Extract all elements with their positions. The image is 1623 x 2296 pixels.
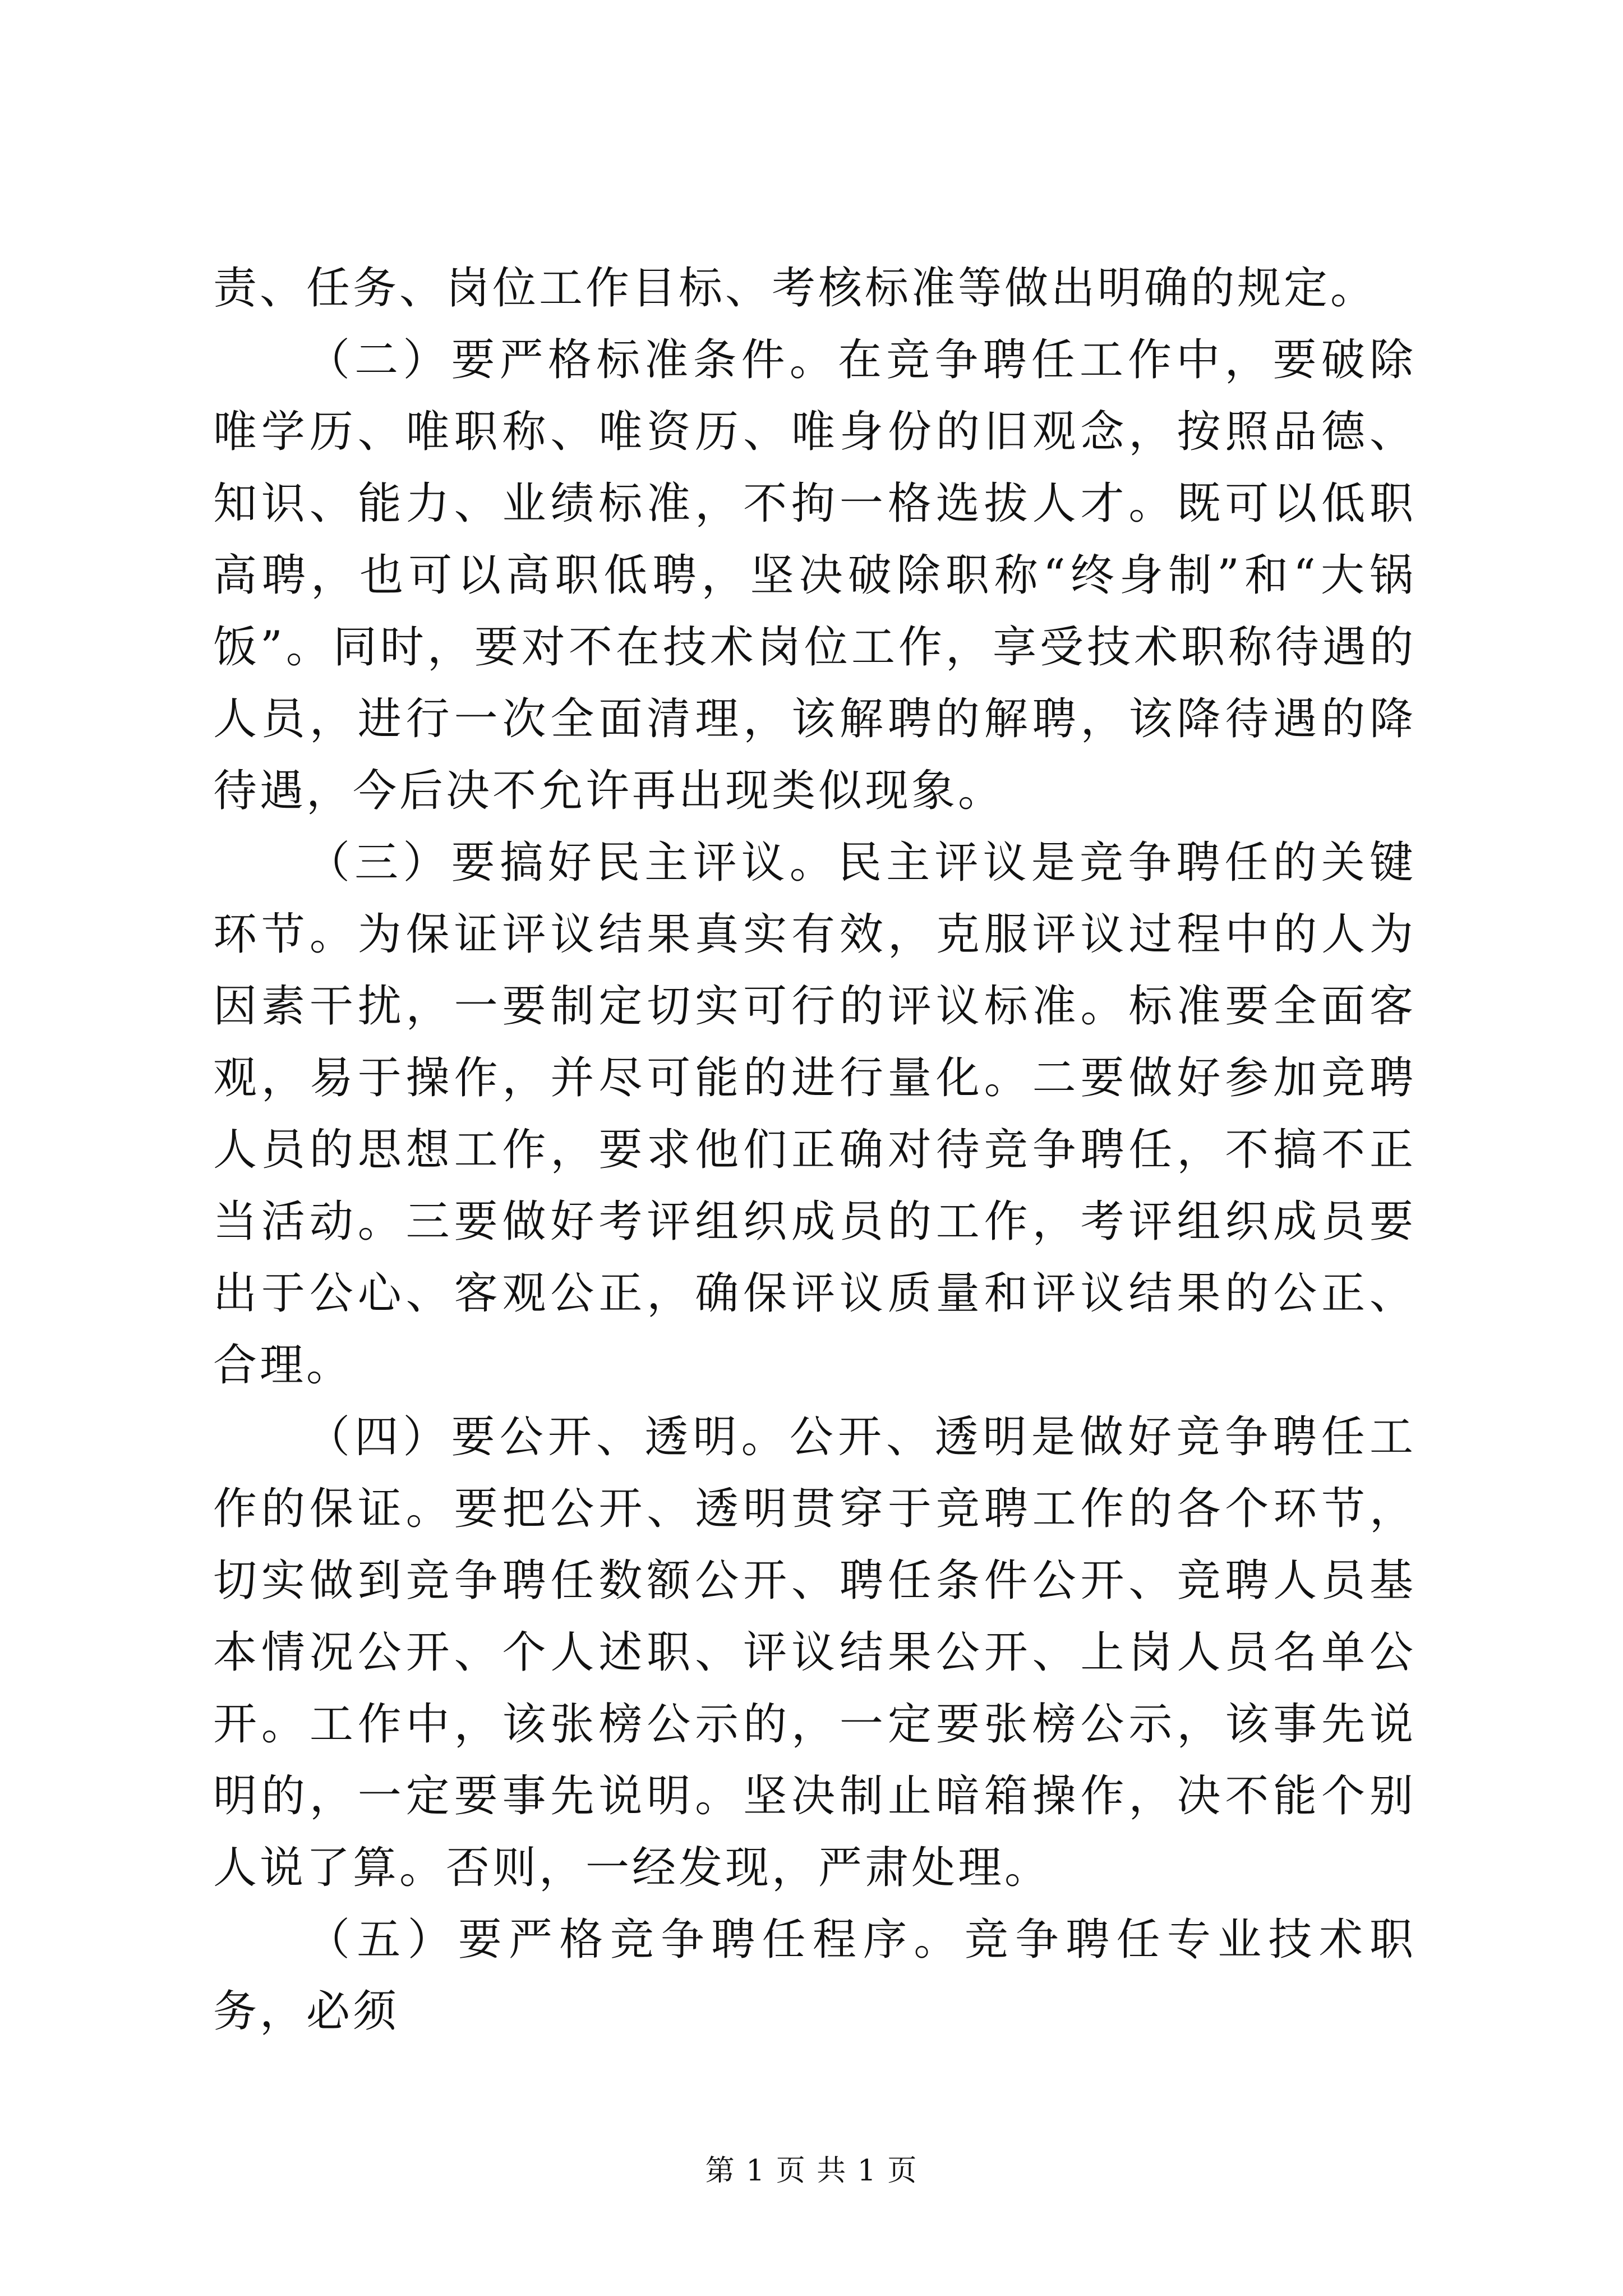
paragraph-continued: 责、任务、岗位工作目标、考核标准等做出明确的规定。 bbox=[213, 263, 1377, 314]
paragraph-item-3: （三）要搞好民主评议。民主评议是竞争聘任的关键环节。为保证评议结果真实有效，克服评议过程中的人为因素干扰，一要制定切实可行的评议标准。标准要全面客观，易于操作，并尽可能的进行量化。二要做好参加竞聘人员的思想工作，要求他们正确对待竞争聘任，不搞不正当活动。三要做好考评组织成员的工作，考评组织成员要出于公心、客观公正，确保评议质量和评议结果的公正、合理。 bbox=[213, 838, 1416, 1391]
document-body bbox=[213, 252, 1416, 2047]
paragraph-item-4: （四）要公开、透明。公开、透明是做好竞争聘任工作的保证。要把公开、透明贯穿于竞聘工作的各个环节，切实做到竞争聘任数额公开、聘任条件公开、竞聘人员基本情况公开、个人述职、评议结果公开、上岗人员名单公开。工作中，该张榜公示的，一定要张榜公示，该事先说明的，一定要事先说明。坚决制止暗箱操作，决不能个别人说了算。否则，一经发现，严肃处理。 bbox=[213, 1412, 1416, 1893]
paragraph-item-2: （二）要严格标准条件。在竞争聘任工作中，要破除唯学历、唯职称、唯资历、唯身份的旧观念，按照品德、知识、能力、业绩标准，不拘一格选拔人才。既可以低职高聘，也可以高职低聘，坚决破除职称“终身制”和“大锅饭”。同时，要对不在技术岗位工作，享受技术职称待遇的人员，进行一次全面清理，该解聘的解聘，该降待遇的降待遇，今后决不允许再出现类似现象。 bbox=[213, 335, 1416, 816]
page-number-label: 第 1 页 共 1 页 bbox=[705, 2154, 918, 2188]
page-footer bbox=[0, 2151, 1623, 2191]
paragraph-item-5: （五）要严格竞争聘任程序。竞争聘任专业技术职务，必须 bbox=[213, 1915, 1416, 2037]
